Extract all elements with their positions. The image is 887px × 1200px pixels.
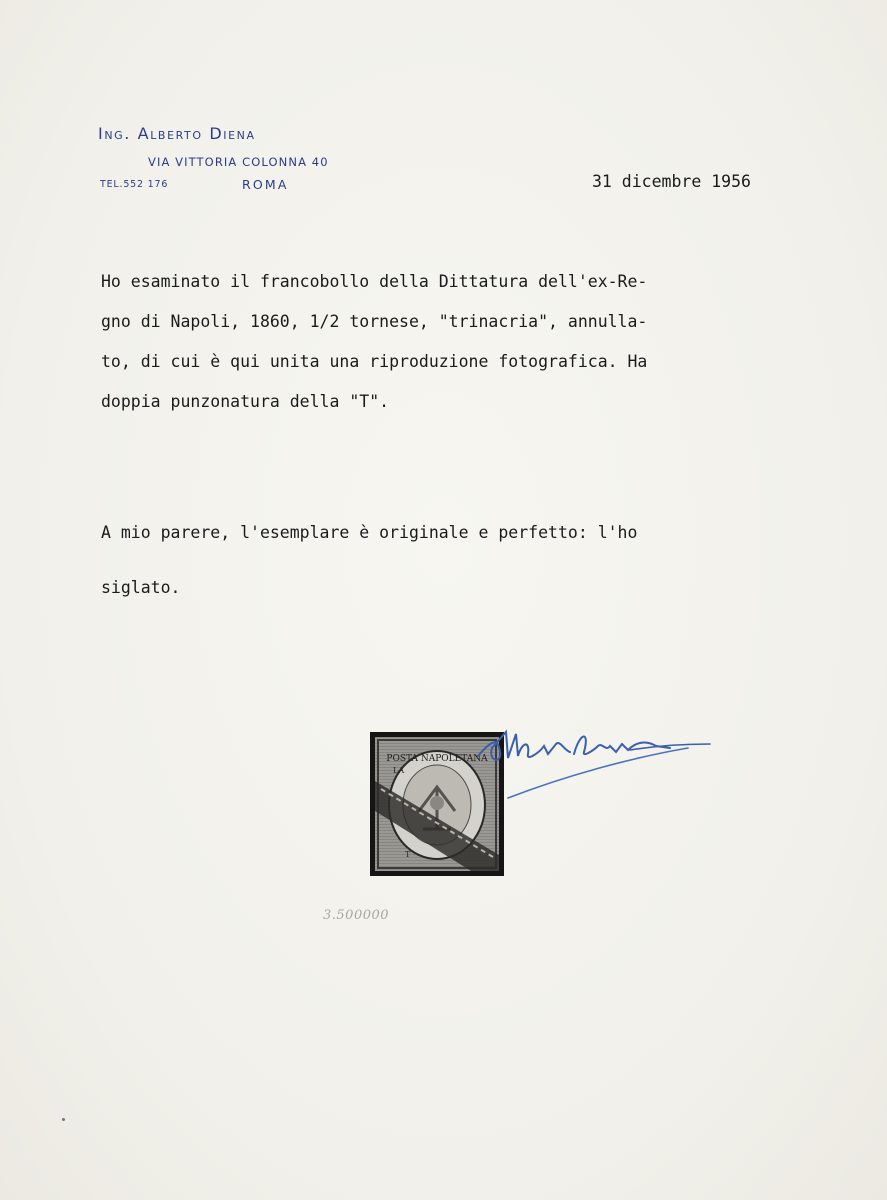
letterhead-telephone: TEL.552 176 xyxy=(100,179,169,190)
margin-mark xyxy=(62,1118,65,1121)
body-line: siglato. xyxy=(101,578,181,597)
stamp-legend-top: POSTA NAPOLETANA xyxy=(386,754,488,764)
body-line: A mio parere, l'esemplare è originale e perfetto: l'ho xyxy=(101,523,638,542)
letterhead-address: VIA VITTORIA COLONNA 40 xyxy=(148,155,329,169)
letterhead-city: ROMA xyxy=(242,177,289,192)
stamp-legend-left: LA xyxy=(393,766,405,775)
pencil-annotation: 3.500000 xyxy=(323,908,390,923)
body-line: to, di cui è qui unita una riproduzione fotografica. Ha xyxy=(101,352,648,371)
letterhead-name: Ing. Alberto Diena xyxy=(98,124,256,143)
stamp-legend-bottom: T xyxy=(405,850,411,859)
signature-alberto-diena xyxy=(470,712,720,802)
letter-date: 31 dicembre 1956 xyxy=(592,172,751,191)
body-line: gno di Napoli, 1860, 1/2 tornese, "trinacria", annulla- xyxy=(101,312,648,331)
body-line: Ho esaminato il francobollo della Dittatura dell'ex-Re- xyxy=(101,272,648,291)
body-paragraph-2 xyxy=(101,505,801,615)
body-line: doppia punzonatura della "T". xyxy=(101,392,390,411)
body-paragraph-1 xyxy=(101,262,801,422)
